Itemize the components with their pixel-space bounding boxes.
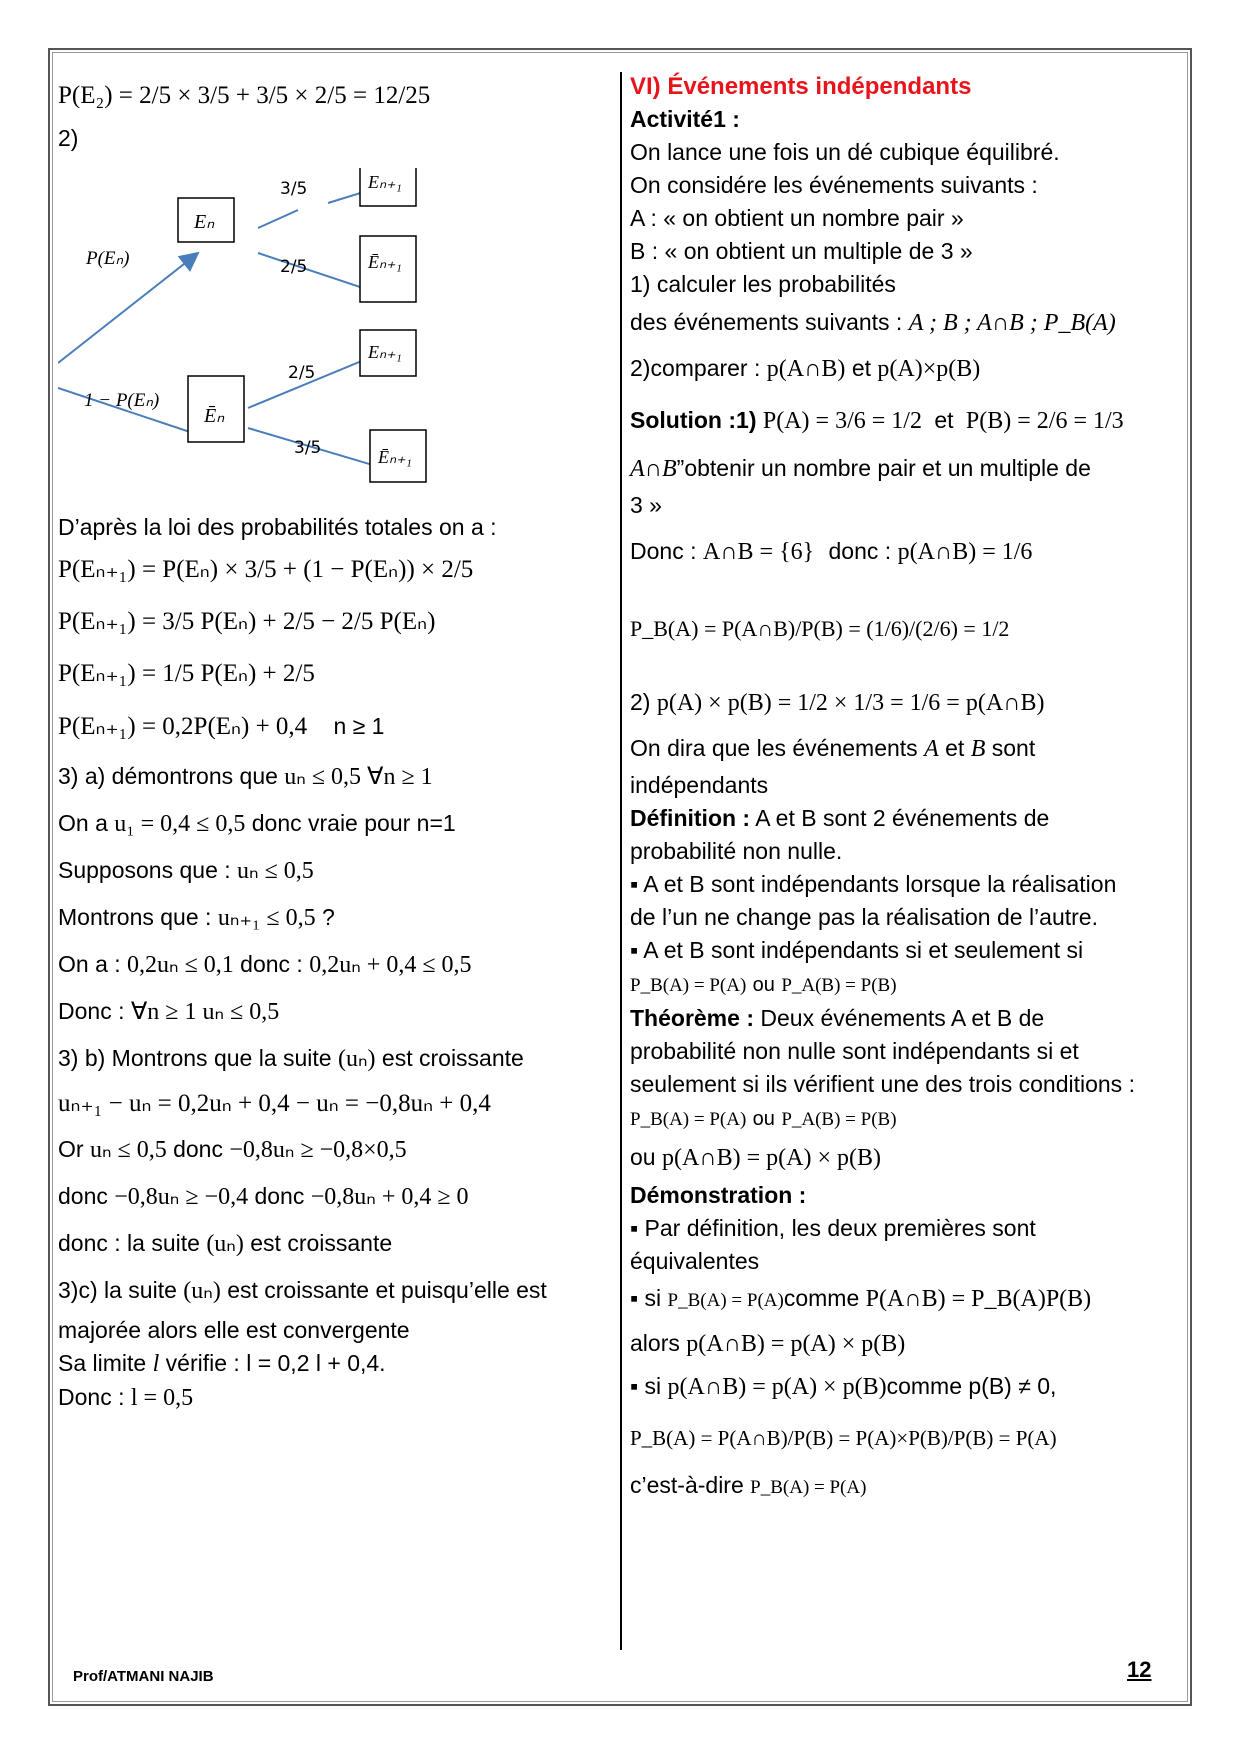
hypothesis-text: Supposons que : <box>58 857 231 883</box>
to-prove-q: ? <box>321 904 335 930</box>
intersection-prob: p(A∩B) = 1/6 <box>897 539 1033 565</box>
q3c-statement <box>58 1267 610 1314</box>
limit-equation <box>58 1347 610 1381</box>
ineq-2 <box>58 1173 610 1220</box>
ineq-2-text-a: donc <box>58 1183 108 1209</box>
theorem-or-2: ou <box>630 1144 656 1170</box>
prob-2: 2/5 <box>280 257 308 277</box>
ineq-1-math-b: −0,8uₙ ≥ −0,8×0,5 <box>229 1137 407 1163</box>
demo-conclusion-math: P_B(A) = P(A) <box>750 1477 867 1498</box>
product-comparison-label: 2) <box>630 689 651 715</box>
demo-alors-math: p(A∩B) = p(A) × p(B) <box>686 1331 906 1357</box>
intersection-math: A∩B <box>630 456 677 482</box>
question-2-math-a: p(A∩B) <box>766 356 846 382</box>
eq-recurrence-2: P(Eₙ₊₁) = 3/5 P(Eₙ) + 2/5 − 2/5 P(Eₙ) <box>58 608 436 635</box>
q3b-text-a: 3) b) Montrons que la suite <box>58 1045 332 1071</box>
init-step <box>58 800 610 847</box>
solution-1 <box>630 393 1180 448</box>
q3a-statement <box>58 753 610 800</box>
total-prob-text: D’après la loi des probabilités totales on a : <box>58 514 497 540</box>
q3c-text-b: est croissante et puisqu’elle est <box>227 1277 547 1303</box>
demo-conclusion <box>630 1469 1180 1504</box>
event-b: B : « on obtient un multiple de 3 » <box>630 238 973 264</box>
hypothesis-math: uₙ ≤ 0,5 <box>237 858 314 884</box>
activite-label: Activité1 : <box>630 106 740 132</box>
demo-bullet-2-comme: comme <box>783 1285 860 1311</box>
definition-label: Définition : <box>630 805 751 831</box>
independence-remark-and: et <box>945 735 965 761</box>
intersection-text: ”obtenir un nombre pair et un multiple de <box>676 455 1091 481</box>
theorem-text-1: Deux événements A et B de <box>760 1005 1045 1031</box>
prob-3: 2/5 <box>288 363 316 383</box>
theorem-line-2: probabilité non nulle sont indépendants si et <box>630 1038 1079 1064</box>
theorem-or: ou <box>752 1108 775 1130</box>
limit-value-text: Donc : <box>58 1384 125 1410</box>
root-down-label: 1 − P(Eₙ) <box>84 390 160 411</box>
independence-remark-text-a: On dira que les événements <box>630 735 918 761</box>
init-text-b: donc vraie pour n=1 <box>251 810 456 836</box>
heredity <box>58 941 610 988</box>
product-comparison-math: p(A) × p(B) = 1/2 × 1/3 = 1/6 = p(A∩B) <box>656 690 1045 716</box>
q3c-math: (uₙ) <box>183 1278 221 1304</box>
ineq-1-text-b: donc <box>173 1136 223 1162</box>
demo-conclusion-text: c’est-à-dire <box>630 1472 744 1498</box>
theorem-label: Théorème : <box>630 1005 754 1031</box>
limit-value-math: l = 0,5 <box>130 1385 194 1411</box>
leaf4: Ēₙ₊₁ <box>378 447 412 467</box>
prob-1: 3/5 <box>280 179 308 199</box>
independence-remark-cont: indépendants <box>630 772 769 798</box>
activite-line-2: On considére les événements suivants : <box>630 172 1038 198</box>
activite-heading <box>630 103 1180 136</box>
q3c-text-a: 3)c) la suite <box>58 1277 177 1303</box>
demo-bullet-3-cond: p(A∩B) = p(A) × p(B) <box>667 1374 887 1400</box>
independence-remark-b: B <box>970 736 986 762</box>
conclusion-3b <box>58 1220 610 1267</box>
conclusion-3b-math: (uₙ) <box>206 1231 244 1257</box>
leaf1: Eₙ₊₁ <box>368 172 402 192</box>
demo-bullet-2-si: ▪ si <box>630 1285 662 1311</box>
tree-nodes <box>178 168 426 482</box>
definition-line-2: probabilité non nulle. <box>630 838 843 864</box>
heredity-math-b: 0,2uₙ + 0,4 ≤ 0,5 <box>309 952 472 978</box>
node-en-bar: Ēₙ <box>204 405 225 427</box>
limit-text-b: vérifie : <box>165 1350 240 1376</box>
question-2-and: et <box>851 355 871 381</box>
conclusion-3b-text-a: donc : la suite <box>58 1230 200 1256</box>
theorem-cond-a: P_B(A) = P(A) <box>630 1109 747 1130</box>
to-prove-math: uₙ₊₁ ≤ 0,5 <box>217 905 316 931</box>
conclusion-3a-math: ∀n ≥ 1 uₙ ≤ 0,5 <box>130 999 280 1025</box>
product-comparison <box>630 677 1180 728</box>
solution-label: Solution :1) <box>630 407 757 433</box>
definition-or: ou <box>752 974 775 996</box>
limit-text-a: Sa limite <box>58 1350 147 1376</box>
theorem-line-3: seulement si ils vérifient une des trois conditions : <box>630 1071 1135 1097</box>
ineq-2-math-a: −0,8uₙ ≥ −0,4 <box>114 1184 249 1210</box>
solution-pa: P(A) = 3/6 = 1/2 <box>762 408 922 434</box>
demo-bullet-2 <box>630 1278 1180 1321</box>
demo-bullet-2-cond: P_B(A) = P(A) <box>667 1290 784 1311</box>
theorem-cond-b: P_A(B) = P(B) <box>781 1109 897 1130</box>
conclusion-3b-text-b: est croissante <box>250 1230 393 1256</box>
ineq-1 <box>58 1126 610 1173</box>
demo-label: Démonstration : <box>630 1182 807 1208</box>
author-footer: Prof/ATMANI NAJIB <box>73 1668 214 1685</box>
question-1-events-text: des événements suivants : <box>630 309 903 335</box>
definition-conditions <box>630 967 1180 1002</box>
independence-remark <box>630 728 1180 769</box>
question-1: 1) calculer les probabilités <box>630 271 896 297</box>
demo-bullet-3-text: comme p(B) ≠ 0, <box>886 1373 1057 1399</box>
definition-cond-b: P_A(B) = P(B) <box>781 975 897 996</box>
activite-line-1: On lance une fois un dé cubique équilibré. <box>630 139 1060 165</box>
conditional-prob: P_B(A) = P(A∩B)/P(B) = (1/6)/(2/6) = 1/2 <box>630 616 1010 641</box>
theorem-cond-c-line <box>630 1136 1180 1179</box>
intersection-result <box>630 522 1180 581</box>
definition-text-1: A et B sont 2 événements de <box>755 805 1050 831</box>
node-en: Eₙ <box>194 211 215 233</box>
leaf3: Eₙ₊₁ <box>368 342 402 362</box>
heredity-text-b: donc : <box>240 951 303 977</box>
init-text-a: On a <box>58 810 108 836</box>
definition-cond-a: P_B(A) = P(A) <box>630 975 747 996</box>
limit-symbol: l <box>152 1351 160 1377</box>
question-1-events <box>630 301 1180 344</box>
definition-bullet-2: ▪ A et B sont indépendants si et seulement si <box>630 937 1084 963</box>
demo-bullet-1-cont: équivalentes <box>630 1248 760 1274</box>
branch-root-en <box>58 253 198 363</box>
q3b-math: (uₙ) <box>337 1046 376 1072</box>
item-2-label: 2) <box>58 125 79 151</box>
q3b-text-b: est croissante <box>381 1045 524 1071</box>
right-column <box>630 70 1180 1504</box>
q3a-math: uₙ ≤ 0,5 ∀n ≥ 1 <box>284 764 433 790</box>
tree-probabilities <box>280 179 321 458</box>
definition-bullet-1-cont: de l’un ne change pas la réalisation de l’autre. <box>630 904 1098 930</box>
to-prove <box>58 894 610 941</box>
theorem-line-1 <box>630 1002 1180 1035</box>
definition-line-1 <box>630 802 1180 835</box>
eq-recurrence-4 <box>58 700 610 753</box>
intersection-desc <box>630 448 1180 489</box>
ineq-2-text-b: donc <box>254 1183 305 1209</box>
hypothesis <box>58 847 610 894</box>
question-1-events-math: A ; B ; A∩B ; P_B(A) <box>908 310 1116 336</box>
intersection-desc-cont: 3 » <box>630 492 662 518</box>
demo-bullet-3 <box>630 1366 1180 1407</box>
limit-eq: l = 0,2 l + 0,4. <box>246 1350 386 1376</box>
q3a-text: 3) a) démontrons que <box>58 763 278 789</box>
ineq-2-math-b: −0,8uₙ + 0,4 ≥ 0 <box>310 1184 469 1210</box>
demo-alors: alors <box>630 1330 680 1356</box>
intersection-set: A∩B = {6} <box>702 539 815 565</box>
solution-pb: P(B) = 2/6 = 1/3 <box>965 408 1124 434</box>
demo-derivation: P_B(A) = P(A∩B)/P(B) = P(A)×P(B)/P(B) = P(A) <box>630 1426 1057 1450</box>
root-up-label: P(Eₙ) <box>86 248 130 269</box>
demo-bullet-3-si: ▪ si <box>630 1373 662 1399</box>
eq-recurrence-1: P(Eₙ₊₁) = P(Eₙ) × 3/5 + (1 − P(Eₙ)) × 2/5 <box>58 556 474 583</box>
leaf2: Ēₙ₊₁ <box>368 252 402 272</box>
question-2-text: 2)comparer : <box>630 355 761 381</box>
eq-recurrence-3: P(Eₙ₊₁) = 1/5 P(Eₙ) + 2/5 <box>58 660 315 687</box>
definition-bullet-1: ▪ A et B sont indépendants lorsque la réalisation <box>630 871 1117 897</box>
eq-difference: uₙ₊₁ − uₙ = 0,2uₙ + 0,4 − uₙ = −0,8uₙ + 0,4 <box>58 1090 491 1117</box>
page-number: 12 <box>1127 1657 1152 1682</box>
column-divider <box>620 72 622 1650</box>
to-prove-text: Montrons que : <box>58 904 212 930</box>
theorem-conditions <box>630 1101 1180 1136</box>
demo-bullet-1: ▪ Par définition, les deux premières sont <box>630 1215 1036 1241</box>
independence-remark-text-b: sont <box>991 735 1036 761</box>
prob-4: 3/5 <box>294 438 322 458</box>
intersection-result-text-a: Donc : <box>630 538 697 564</box>
eq-p-e2: P(E₂) = 2/5 × 3/5 + 3/5 × 2/5 = 12/25 <box>58 82 431 109</box>
demo-bullet-2-result <box>630 1321 1180 1366</box>
n-condition: n ≥ 1 <box>333 713 385 739</box>
tree-labels <box>84 172 412 467</box>
probability-tree <box>58 168 478 546</box>
q3b-statement <box>58 1035 610 1082</box>
conclusion-3a-text: Donc : <box>58 998 125 1024</box>
branch-en-leaf1a <box>258 210 298 228</box>
init-math: u₁ = 0,4 ≤ 0,5 <box>114 811 246 837</box>
independence-remark-a: A <box>924 736 939 762</box>
heredity-math-a: 0,2uₙ ≤ 0,1 <box>127 952 234 978</box>
solution-and: et <box>934 407 954 433</box>
conclusion-3a <box>58 988 610 1035</box>
limit-value <box>58 1381 610 1415</box>
question-2 <box>630 344 1180 393</box>
question-2-math-b: p(A)×p(B) <box>877 356 981 382</box>
intersection-result-text-b: donc : <box>828 538 892 564</box>
ineq-1-text-a: Or <box>58 1136 84 1162</box>
eq-recurrence-4-math: P(Eₙ₊₁) = 0,2P(Eₙ) + 0,4 <box>58 713 308 740</box>
demo-heading <box>630 1179 1180 1212</box>
ineq-1-math-a: uₙ ≤ 0,5 <box>89 1137 167 1163</box>
event-a: A : « on obtient un nombre pair » <box>630 205 964 231</box>
heredity-text-a: On a : <box>58 951 121 977</box>
theorem-cond-c: p(A∩B) = p(A) × p(B) <box>661 1145 882 1171</box>
q3c-continuation: majorée alors elle est convergente <box>58 1317 410 1343</box>
demo-bullet-2-formula: P(A∩B) = P_B(A)P(B) <box>865 1286 1092 1312</box>
section-title: VI) Événements indépendants <box>630 73 972 100</box>
